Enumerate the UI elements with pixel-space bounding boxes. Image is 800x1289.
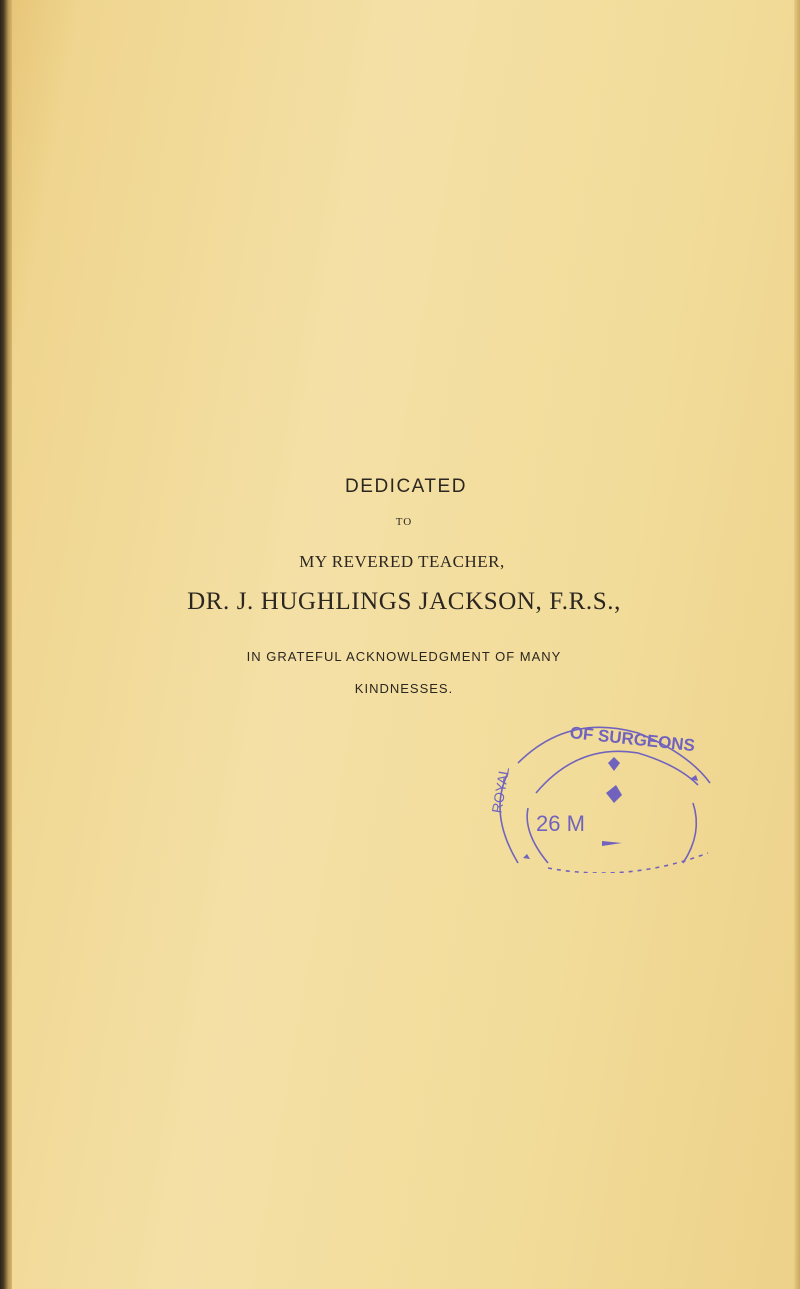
dedication-heading: DEDICATED bbox=[345, 476, 467, 497]
dedication-to: TO bbox=[395, 516, 413, 528]
stamp-top-text: OF SURGEONS bbox=[568, 723, 696, 756]
library-stamp bbox=[478, 713, 718, 873]
dedication-name: DR. J. HUGHLINGS JACKSON, F.R.S., bbox=[187, 588, 621, 615]
page-right-edge bbox=[794, 0, 800, 1289]
dedication-kindnesses: KINDNESSES. bbox=[354, 681, 454, 696]
dedication-teacher-line: MY REVERED TEACHER, bbox=[299, 552, 505, 571]
stamp-date-text: 26 M bbox=[536, 811, 585, 836]
page-binding-edge bbox=[0, 0, 12, 1289]
dedication-acknowledgment: IN GRATEFUL ACKNOWLEDGMENT OF MANY bbox=[246, 649, 562, 664]
stamp-left-text: ROYAL bbox=[488, 765, 513, 815]
